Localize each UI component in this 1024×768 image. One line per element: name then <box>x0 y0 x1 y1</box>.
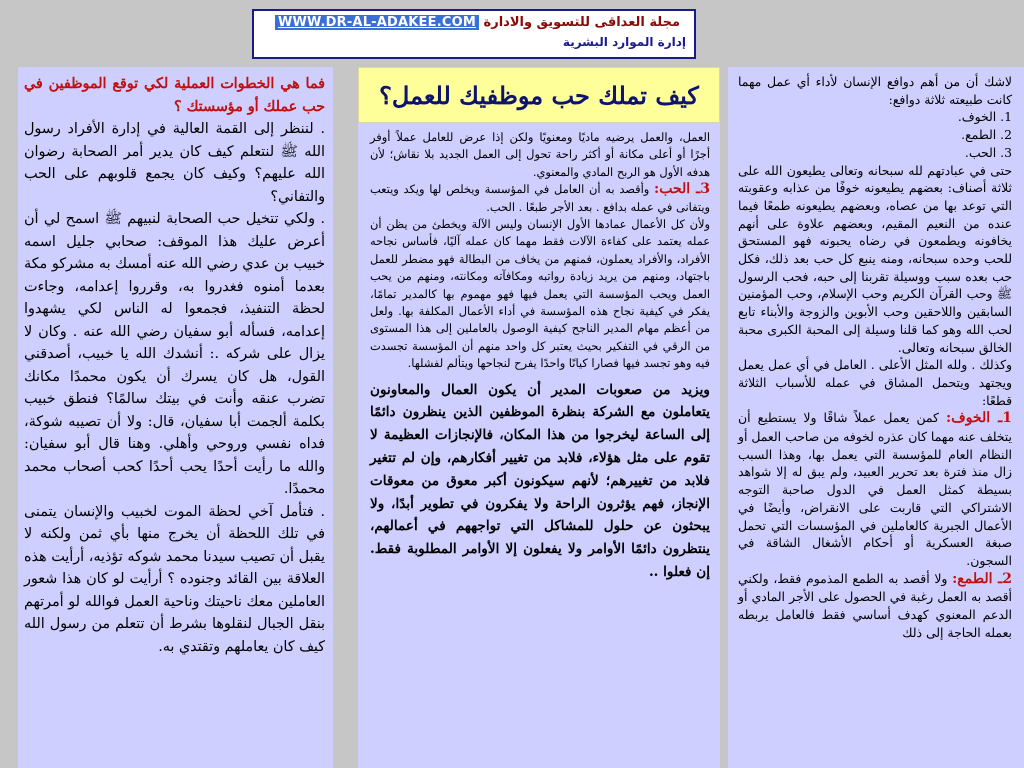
header-title-line <box>262 15 686 30</box>
greed-label: 2ـ الطمع: <box>952 570 1012 587</box>
left-paragraph: . فتأمل آخي لحظة الموت لخبيب والإنسان يتمنى في تلك اللحظة أن يخرج منها بأي ثمن ولكنه لا يقبل أن تصيب سيدنا محمد شوكه تؤذيه، أرأيت هذه العلاقة بين القائد وجنوده ؟ أرأيت لو كان هذا شعور العاملين معك ناحيتك وناحية العمل فوالله لو أمرتهم بنقل الجبال لنقلوها بشرط أن تتعلم من رسول الله كيف كان يعاملهم وتقتدي به. <box>24 503 325 655</box>
section-name: إدارة الموارد البشرية <box>562 35 686 49</box>
article-title-box <box>358 67 720 123</box>
right-paragraph: وكذلك . ولله المثل الأعلى . العامل في أي عمل يعمل ويجتهد ويتحمل المشاق في عمله للأسباب الثلاثة قطعًا: <box>738 357 1012 408</box>
love-paragraph <box>370 181 710 216</box>
fear-paragraph <box>738 409 1012 569</box>
fear-text: كمن يعمل عملاً شاقًا ولا يستطيع أن يتخلف عنه مهما كان عذره لخوفه من صاحب العمل أو النظام العام للمؤسسة التي يعمل بها، وهذا السبب زال منذ فترة بعد تحرير العبيد، ولم يبق له إلا شواهد بسيطة كمثل العمل في الدول صاحبة التوجه الاشتراكي التي قاربت على الانقراض، وأيضًا في الأعمال الجبرية كالعاملين في المؤسسات التي تحمل صبغة العسكرية أو أحكام الأشغال الشاقة في السجون. <box>738 410 1012 568</box>
magazine-name: مجلة العداقى للتسويق والادارة <box>483 15 680 30</box>
left-column <box>18 67 333 768</box>
website-link[interactable]: WWW.DR-AL-ADAKEE.COM <box>275 15 479 30</box>
love-text: وأقصد به أن العامل في المؤسسة ويخلص لها ويكد ويتعب ويتفانى في عمله بدافع . بعد الأجر طبعًا . الحب. <box>370 182 710 214</box>
article-title: كيف تملك حب موظفيك للعمل؟ <box>379 80 699 110</box>
right-intro: لاشك أن من أهم دوافع الإنسان لأداء أي عمل مهما كانت طبيعته ثلاثة دوافع: <box>738 74 1012 107</box>
motive-list-item: 3. الحب. <box>964 144 1012 160</box>
love-label: 3ـ الحب: <box>654 181 710 198</box>
right-column <box>728 67 1024 768</box>
right-paragraph: حتى في عبادتهم لله سبحانه وتعالى يطيعون الله على ثلاثة أصناف: بعضهم يطيعونه خوفًا من عذابه وعقوبته التي توعد بها من عصاه، وبعضهم يطيعونه طمعًا فيما عنده من النعيم المقيم، وبعضهم علاوة على أنهم يخافونه ويطمعون في رضاه يحبونه فهو المستحق للحب وحده سبحانه، ومنه ينبع كل حب بعد ذلك، فكل حب بعده سبب ووسيلة تقربنا إلى حبه، فحب الرسول ﷺ وحب القرآن الكريم وحب الإسلام، وحب المؤمنين السابقين واللاحقين وحب الأبوين والزوجة والأبناء تابع لحب الله وهو كما قلنا وسيلة إلى المحبة الكبرى محبة الخالق سبحانه وتعالى. <box>738 162 1012 355</box>
fear-label: 1ـ الخوف: <box>946 410 1012 427</box>
motive-list-item: 2. الطمع. <box>961 127 1012 143</box>
middle-paragraph: ولأن كل الأعمال عمادها الأول الإنسان وليس الآلة ويخطئ من يظن أن عمله يعتمد على كفاءة الآلات فقط مهما كان عمله آليًا، فأساس نجاحه الأفراد، والأفراد يعملون، فمنهم من يخاف من البطالة فهو مضطر للعمل باجتهاد، ومنهم من يريد زيادة رواتبه ومكافآته ومكانته، ومنهم من يحب العمل ويحب المؤسسة التي يعمل فيها فهو مهموم بها كالمدير تمامًا، يفكر في كيفية نجاح هذه المؤسسة في أداء الأعمال المكلفة بها. ولعل من أعظم مهام المدير الناجح كيفية الوصول بالعاملين إلى هذا المستوى من الرقي في التفكير بحيث يعتبر كل واحد منهم أن المؤسسة تجسدت فيه وهو تجسد فيها فصارا كيانًا واحدًا يفرح لنجاحها ويتألم لفشلها. <box>370 217 710 371</box>
left-paragraph: . ولكي تتخيل حب الصحابة لنبيهم ﷺ اسمح لي أن أعرض عليك هذا الموقف: صحابي جليل اسمه خبيب بن عدي رضي الله عنه أمسك به مشركو مكة بعدما أمنوه فغدروا به، وقرروا إعدامه، وجاءت لحظة التنفيذ، فجمعوا له الناس لكي يشهدوا إعدامه، فسأله أبو سفيان رضي الله عنه . وكان لا يزال على شركه .: أنشدك الله يا خبيب، أصدقني القول، هل كان يسرك أن يكون محمدًا مكانك تضرب عنقه وأنت في بيتك سالمًا؟ فنطق خبيب بكلمة ألجمت أبا سفيان، قال: ولا أن تصيبه شوكة، فداه نفسي وروحي وأهلي. وهنا قال أبو سفيان: والله ما رأيت أحدًا يحب أحدًا كحب أصحاب محمد محمدًا. <box>24 211 325 497</box>
left-heading: فما هي الخطوات العملية لكي توقع الموظفين في حب عملك أو مؤسستك ؟ <box>24 76 325 115</box>
greed-paragraph <box>738 570 1012 642</box>
greed-text: ولا أقصد به الطمع المذموم فقط، ولكني أقصد به العمل رغبة في الحصول على الأجر المادي أو الدعم المعنوي كهدف أساسي فقط فالعامل يربطه بعمله الحاجة إلى ذلك <box>738 570 1012 640</box>
magazine-header <box>252 9 696 59</box>
motive-list-item: 1. الخوف. <box>957 109 1012 125</box>
middle-column <box>358 67 720 768</box>
left-paragraph: . لننظر إلى القمة العالية في إدارة الأفراد رسول الله ﷺ لنتعلم كيف كان يدير أمر الصحابة رضوان الله عليهم؟ وكيف كان يجمع قلوبهم على الحب والتفاني؟ <box>24 121 325 205</box>
middle-intro: العمل، والعمل يرضيه ماديًا ومعنويًا ولكن إذا عرض للعامل عملاً أوفر أجرًا أو أعلى مكانة أو أكثر راحة تحول إلى العمل الجديد بلا نقاش؛ لأن هدفه الأول هو الربح المادي والمعنوي. <box>370 130 710 179</box>
middle-paragraph-large: ويزيد من صعوبات المدير أن يكون العمال والمعاونون يتعاملون مع الشركة بنظرة الموظفين الذين ينظرون دائمًا إلى الساعة ليخرجوا من هذا المكان، فالإنجازات العظيمة لا تقوم على مثل هؤلاء، فلابد من تغيير أفكارهم، وإن لم تتغير فلابد من تغييرهم؛ لأنهم سيكونون أكبر معوق من معوقات الإنجاز، فهم يؤثرون الراحة ولا يفكرون في تطوير أبدًا، ولا يبحثون عن حلول للمشاكل التي تواجههم في أعمالهم، ينتظرون دائمًا الأوامر ولا يفعلون إلا الأوامر المطلوبة فقط. إن فعلوا .. <box>370 381 710 581</box>
